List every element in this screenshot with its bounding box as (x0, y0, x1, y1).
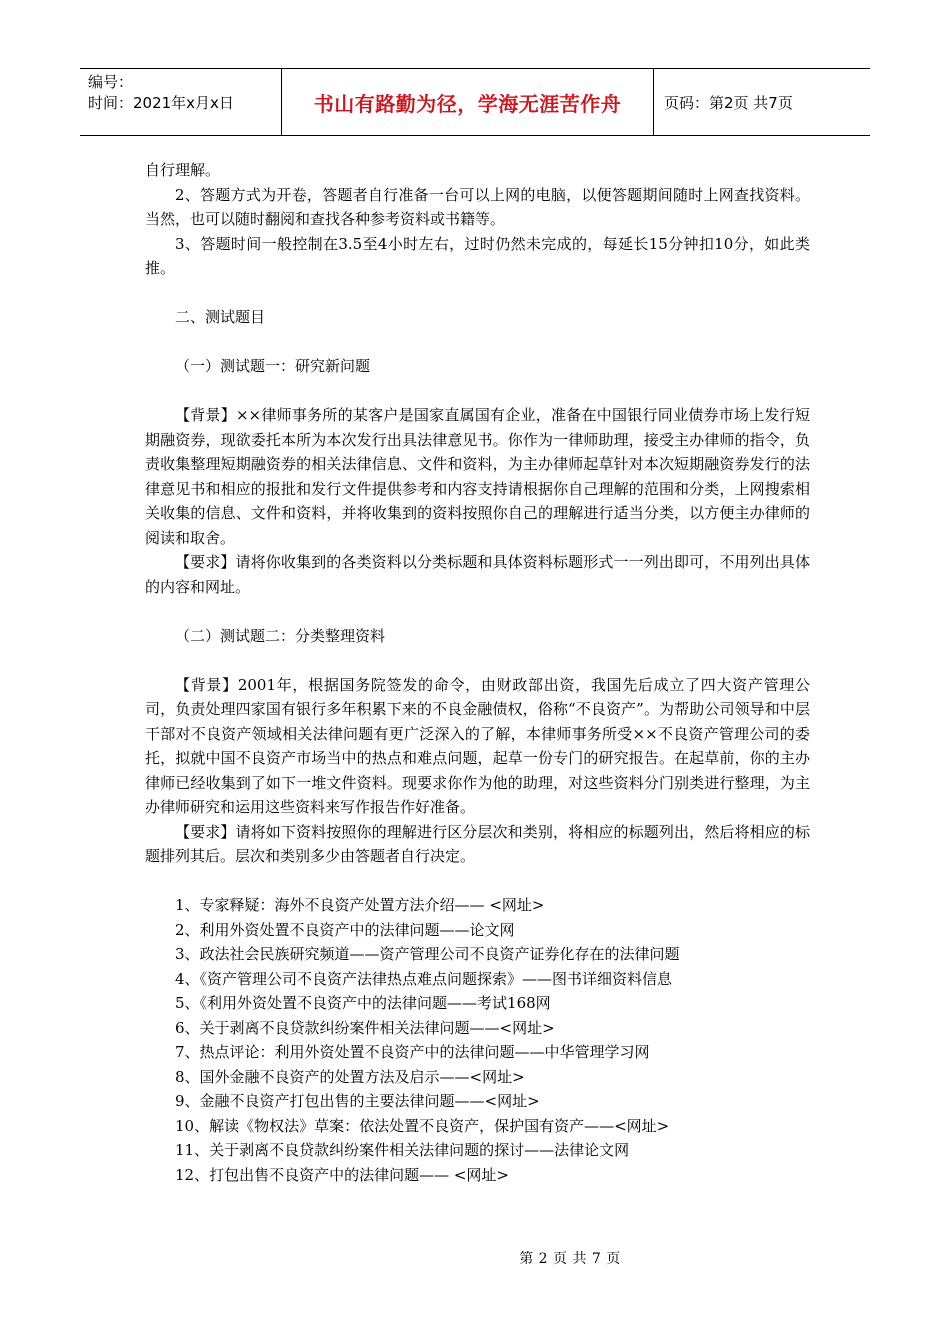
header-meta (80, 69, 282, 135)
header-number-label: 编号： (88, 73, 134, 91)
list-item: 6、关于剥离不良贷款纠纷案件相关法律问题——<网址> (175, 1018, 555, 1037)
paragraph-answer-time: 3、答题时间一般控制在3.5至4小时左右，过时仍然未完成的，每延长15分钟扣10分，如此类推。 (145, 234, 810, 277)
list-item: 9、金融不良资产打包出售的主要法律问题——<网址> (175, 1092, 540, 1110)
list-item: 11、关于剥离不良贷款纠纷案件相关法律问题的探讨——法律论文网 (175, 1141, 630, 1159)
list-item: 7、热点评论：利用外资处置不良资产中的法律问题——中华管理学习网 (175, 1043, 650, 1061)
list-item: 12、打包出售不良资产中的法律问题—— <网址> (175, 1165, 509, 1184)
header-motto: 书山有路勤为径，学海无涯苦作舟 (282, 69, 654, 135)
section-heading: 二、测试题目 (175, 308, 266, 326)
page-header (80, 68, 870, 136)
list-item: 3、政法社会民族研究频道——资产管理公司不良资产证券化存在的法律问题 (175, 945, 680, 963)
list-item: 2、利用外资处置不良资产中的法律问题——论文网 (175, 920, 515, 939)
paragraph-answer-method: 2、答题方式为开卷，答题者自行准备一台可以上网的电脑，以便答题期间随时上网查找资料。当然，也可以随时翻阅和查找各种参考资料或书籍等。 (145, 185, 810, 228)
header-page-info: 页码：第2页 共7页 (664, 93, 793, 112)
list-item: 5、《利用外资处置不良资产中的法律问题——考试168网 (175, 994, 551, 1012)
list-item: 10、解读《物权法》草案：依法处置不良资产，保护国有资产——<网址> (175, 1116, 670, 1135)
document-body (145, 158, 810, 1187)
question1-background: 【背景】××律师事务所的某客户是国家直属国有企业，准备在中国银行同业债券市场上发行短期融资券，现欲委托本所为本次发行出具法律意见书。你作为一律师助理，接受主办律师的指令，负责收集整理短期融资券的相关法律信息、文件和资料，为主办律师起草针对本次短期融资券发行的法律意见书和相应的报批和发行文件提供参考和内容支持请根据你自己理解的范围和分类，上网搜索相关收集的信息、文件和资料，并将收集到的资料按照你自己的理解进行适当分类，以方便主办律师的阅读和取舍。 (145, 406, 810, 547)
paragraph-continuation: 自行理解。 (145, 161, 221, 179)
list-item: 4、《资产管理公司不良资产法律热点难点问题探索》——图书详细资料信息 (175, 969, 673, 988)
header-date-label: 时间：2021年x月x日 (88, 94, 234, 112)
material-list (145, 893, 810, 1187)
question2-background: 【背景】2001年，根据国务院签发的命令，由财政部出资，我国先后成立了四大资产管理公司，负责处理四家国有银行多年积累下来的不良金融债权，俗称“不良资产”。为帮助公司领导和中层干部对不良资产领域相关法律问题有更广泛深入的了解，本律师事务所受××不良资产管理公司的委托，拟就中国不良资产市场当中的热点和难点问题，起草一份专门的研究报告。在起草前，你的主办律师已经收集到了如下一堆文件资料。现要求你作为他的助理，对这些资料分门别类进行整理，为主办律师研究和运用这些资料来写作报告作好准备。 (145, 675, 810, 816)
question1-title: （一）测试题一：研究新问题 (175, 357, 371, 375)
list-item: 8、国外金融不良资产的处置方法及启示——<网址> (175, 1067, 525, 1086)
question2-requirement: 【要求】请将如下资料按照你的理解进行区分层次和类别，将相应的标题列出，然后将相应的标题排列其后。层次和类别多少由答题者自行决定。 (145, 822, 810, 865)
page-footer: 第 2 页 共 7 页 (519, 1251, 621, 1267)
list-item: 1、专家释疑：海外不良资产处置方法介绍—— <网址> (175, 896, 545, 914)
question1-requirement: 【要求】请将你收集到的各类资料以分类标题和具体资料标题形式一一列出即可，不用列出具体的内容和网址。 (145, 553, 810, 596)
question2-title: （二）测试题二：分类整理资料 (175, 626, 386, 645)
